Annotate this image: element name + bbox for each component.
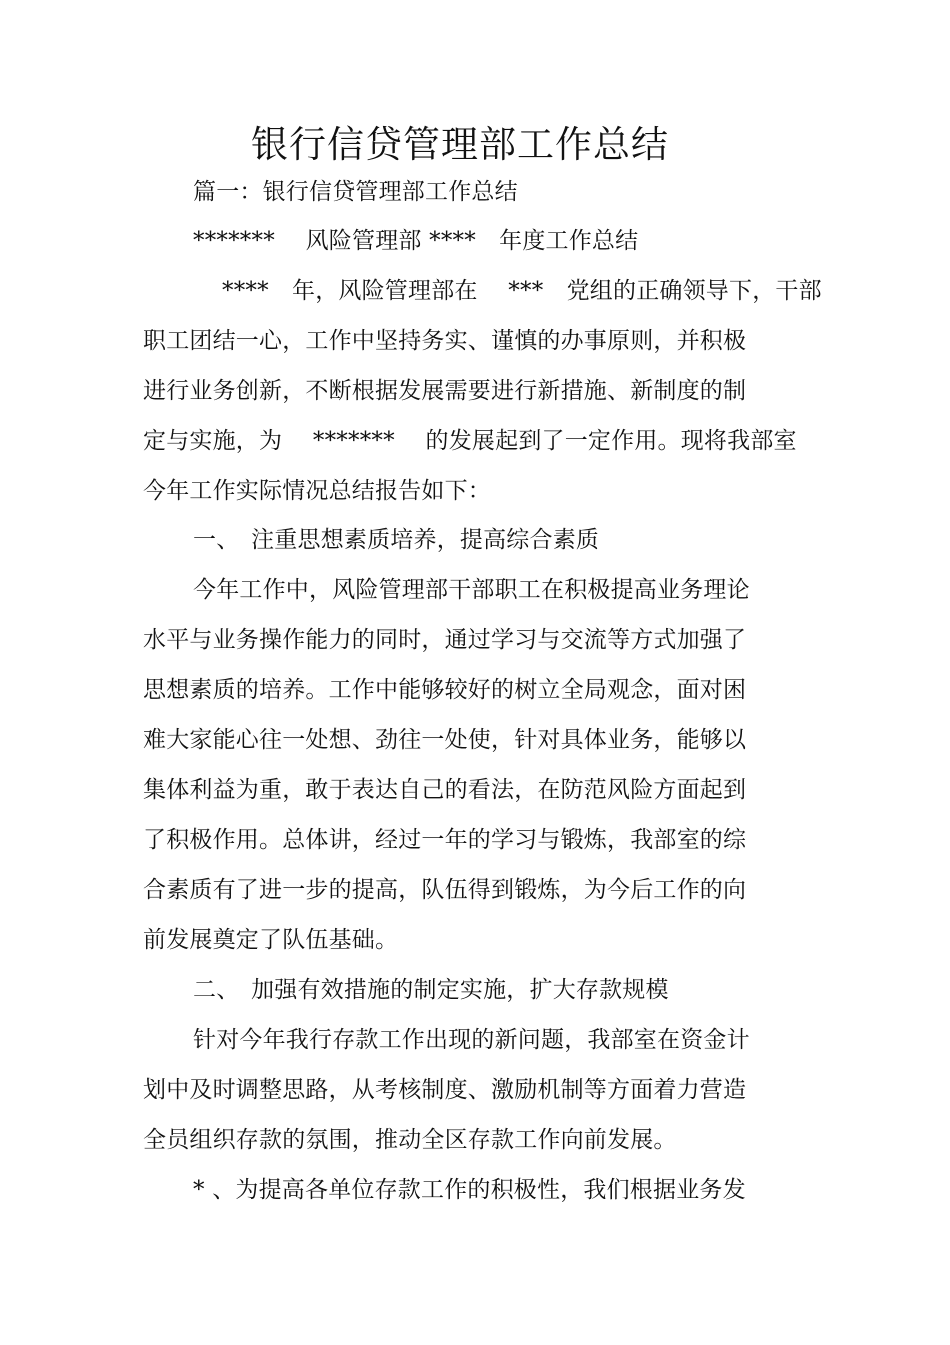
paragraph-line: 思想素质的培养。工作中能够较好的树立全局观念，面对困	[143, 677, 747, 703]
section-heading: 一、 注重思想素质培养，提高综合素质	[193, 527, 600, 553]
paragraph-line: 今年工作中，风险管理部干部职工在积极提高业务理论	[193, 577, 750, 603]
paragraph-line: 前发展奠定了队伍基础。	[143, 927, 399, 953]
paragraph-line: 定与实施，为 ******* 的发展起到了一定作用。现将我部室	[143, 428, 797, 454]
paragraph-line: 了积极作用。总体讲，经过一年的学习与锻炼，我部室的综	[143, 827, 747, 853]
paragraph-line: 难大家能心往一处想、劲往一处使，针对具体业务，能够以	[143, 727, 747, 753]
paragraph-line: 水平与业务操作能力的同时，通过学习与交流等方式加强了	[143, 627, 747, 653]
paragraph-line: 全员组织存款的氛围，推动全区存款工作向前发展。	[143, 1127, 677, 1153]
paragraph-line: **** 年，风险管理部在 *** 党组的正确领导下，干部	[222, 278, 822, 304]
paragraph-line: * 、为提高各单位存款工作的积极性，我们根据业务发	[193, 1177, 746, 1203]
report-subtitle: ******* 风险管理部 **** 年度工作总结	[193, 228, 639, 254]
paragraph-line: 今年工作实际情况总结报告如下：	[143, 478, 491, 504]
section-heading: 二、 加强有效措施的制定实施，扩大存款规模	[193, 977, 669, 1003]
paragraph-line: 职工团结一心，工作中坚持务实、谨慎的办事原则，并积极	[143, 328, 747, 354]
paragraph-line: 针对今年我行存款工作出现的新问题，我部室在资金计	[193, 1027, 750, 1053]
paragraph-line: 合素质有了进一步的提高，队伍得到锻炼，为今后工作的向	[143, 877, 747, 903]
chapter-heading: 篇一：银行信贷管理部工作总结	[193, 179, 518, 205]
paragraph-line: 进行业务创新，不断根据发展需要进行新措施、新制度的制	[143, 378, 747, 404]
paragraph-line: 划中及时调整思路，从考核制度、激励机制等方面着力营造	[143, 1077, 747, 1103]
paragraph-line: 集体利益为重，敢于表达自己的看法，在防范风险方面起到	[143, 777, 747, 803]
document-title: 银行信贷管理部工作总结	[251, 123, 669, 166]
